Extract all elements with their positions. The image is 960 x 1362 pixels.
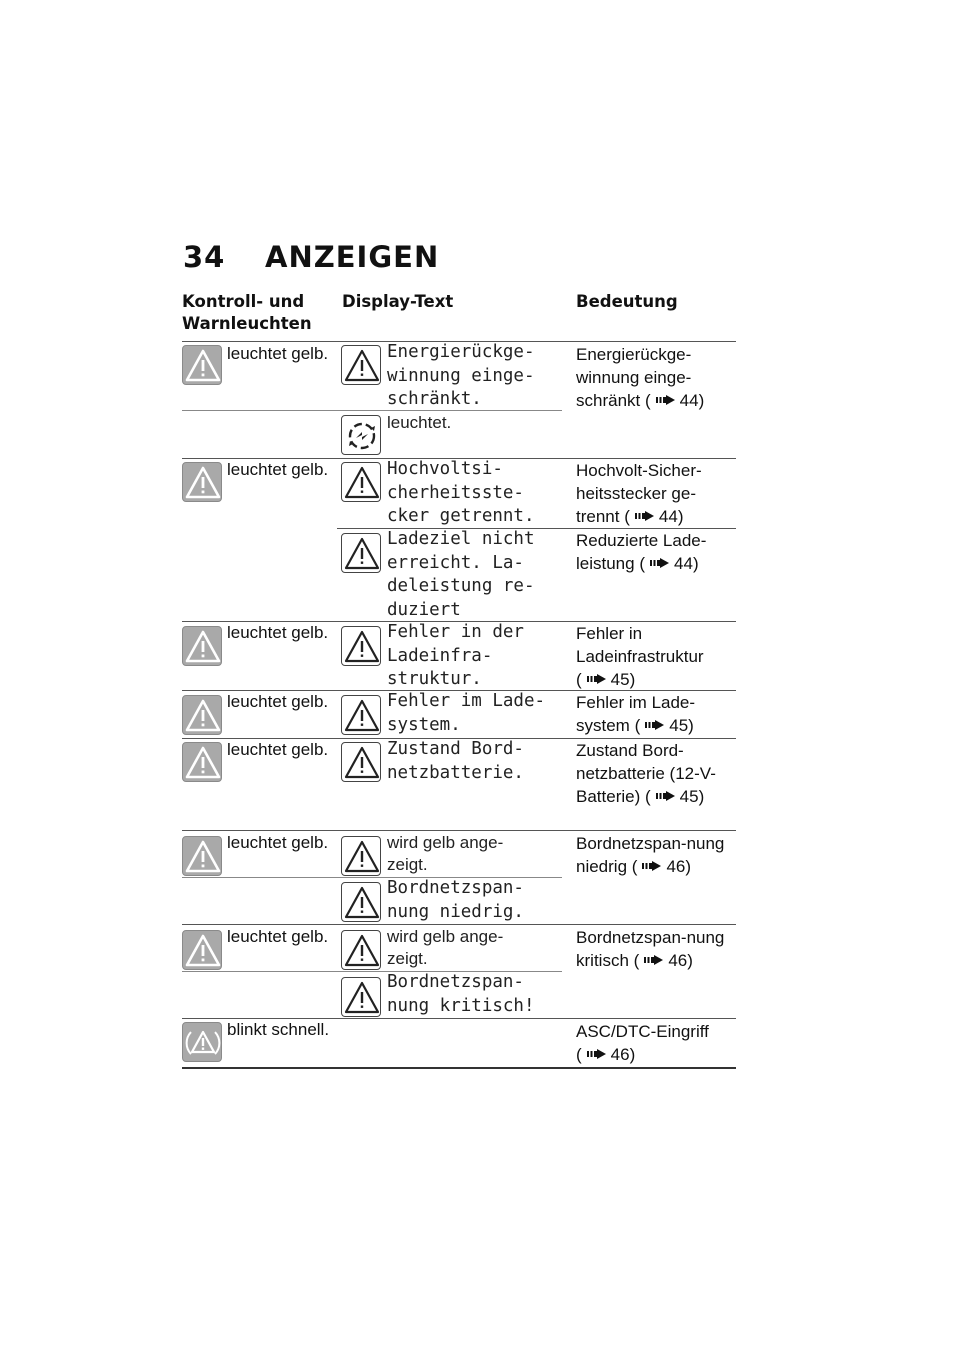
meaning-text: Hochvolt-Sicher-heitsstecker ge-trennt ( 44) [576,461,702,526]
warning-triangle-light-icon [182,462,222,502]
meaning-text: ASC/DTC-Eingriff ( 46) [576,1022,709,1064]
light-status: leuchtet gelb. [227,460,329,479]
display-text: Energierückge- winnung einge- schränkt. [387,342,535,409]
page-reference: 46 [666,857,686,876]
row-divider [182,830,736,831]
reference-arrow-icon [587,1049,607,1059]
page-reference: 45 [679,787,699,806]
warning-triangle-icon [341,462,381,502]
warning-triangle-icon [341,930,381,970]
display-text: wird gelb ange-zeigt. [387,927,504,968]
light-status: leuchtet gelb. [227,833,329,852]
meaning-text: Fehler in Ladeinfrastruktur ( 45) [576,624,704,689]
page-reference: 46 [610,1045,630,1064]
reference-arrow-icon [587,674,607,684]
reference-arrow-icon [642,861,662,871]
display-text: wird gelb ange-zeigt. [387,833,504,874]
page-reference: 44 [674,554,693,573]
warning-triangle-icon [341,345,381,385]
table-bottom-rule [182,1067,736,1069]
page-reference: 44 [658,507,678,526]
warning-triangle-light-icon [182,742,222,782]
display-text: Zustand Bord- netzbatterie. [387,739,524,783]
column-header-display: Display-Text [342,292,454,311]
display-text-secondary: Bordnetzspan- nung niedrig. [387,878,524,922]
sub-row-divider [182,410,562,411]
asc-dtc-triangle-icon [182,1022,222,1062]
light-status: leuchtet gelb. [227,692,329,711]
warning-triangle-light-icon [182,695,222,735]
warning-triangle-icon [341,882,381,922]
page-number: 34 [183,240,226,274]
meaning-text: Reduzierte Lade-leistung ( 44) [576,531,707,573]
meaning-text: Bordnetzspan-nung niedrig ( 46) [576,834,725,876]
column-header-lights: Kontroll- und Warnleuchten [182,292,312,333]
meaning-text: Energierückge-winnung einge-schränkt ( 44) [576,345,705,410]
meaning-text: Zustand Bord-netzbatterie (12-V-Batterie) ( 45) [576,741,716,806]
display-text-secondary: leuchtet. [387,413,452,432]
page-reference: 45 [610,670,630,689]
column-header-meaning: Bedeutung [576,292,678,311]
page-header [183,240,439,274]
row-divider [182,924,736,925]
warning-triangle-icon [341,977,381,1017]
light-status: leuchtet gelb. [227,740,329,759]
light-status: leuchtet gelb. [227,344,329,363]
page-reference: 46 [668,951,688,970]
warning-triangle-light-icon [182,626,222,666]
warning-triangle-light-icon [182,930,222,970]
light-status: blinkt schnell. [227,1020,330,1039]
meaning-text: Bordnetzspan-nung kritisch ( 46) [576,928,725,970]
display-text: Ladeziel nicht erreicht. La- deleistung re- duziert [387,529,535,620]
reference-arrow-icon [656,791,676,801]
light-status: leuchtet gelb. [227,623,329,642]
display-text-secondary: Bordnetzspan- nung kritisch! [387,972,535,1016]
warning-triangle-icon [341,533,381,573]
warning-triangle-icon [341,626,381,666]
reference-arrow-icon [656,395,676,405]
warning-triangle-icon [341,695,381,735]
page-reference: 44 [679,391,699,410]
display-text: Fehler im Lade- system. [387,691,546,735]
display-text: Hochvoltsi- cherheitsste- cker getrennt. [387,459,535,526]
regeneration-icon [341,415,381,455]
reference-arrow-icon [644,955,664,965]
reference-arrow-icon [635,511,655,521]
reference-arrow-icon [650,558,670,568]
display-text: Fehler in der Ladeinfra- struktur. [387,622,524,689]
reference-arrow-icon [645,720,665,730]
page-title: ANZEIGEN [265,240,440,274]
page-reference: 45 [669,716,689,735]
warning-triangle-light-icon [182,345,222,385]
warning-triangle-icon [341,836,381,876]
warning-triangle-icon [341,742,381,782]
light-status: leuchtet gelb. [227,927,329,946]
warning-triangle-light-icon [182,836,222,876]
meaning-text: Fehler im Lade-system ( 45) [576,693,696,735]
